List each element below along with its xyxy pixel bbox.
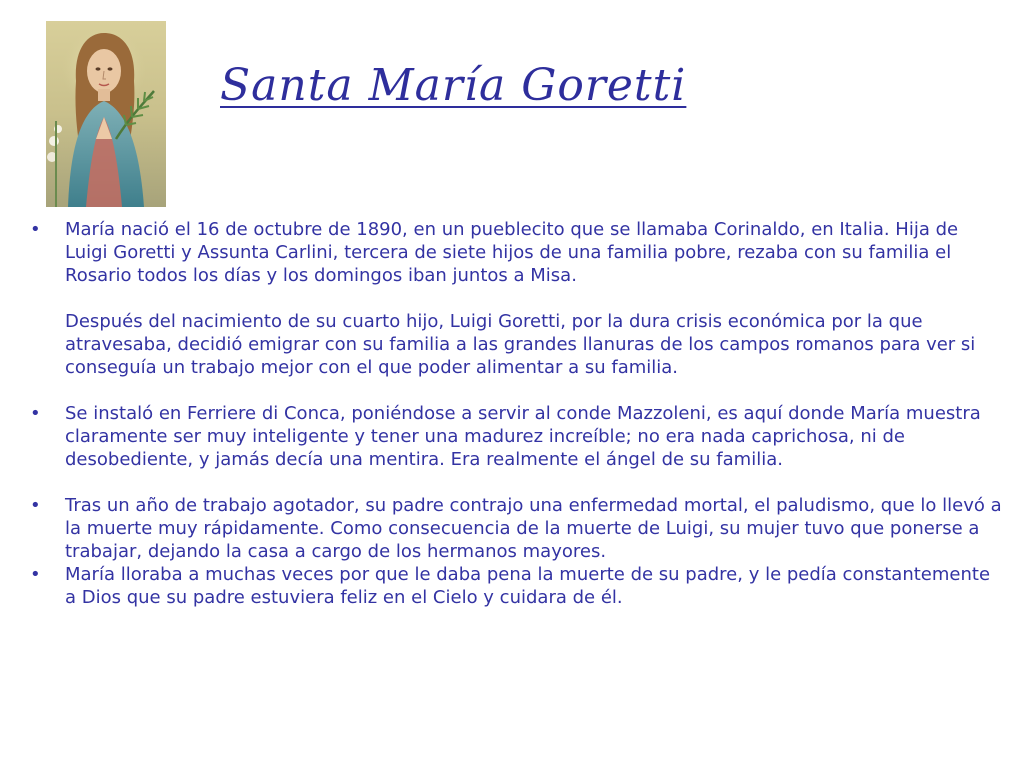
bullet-item [30, 218, 1004, 402]
bullet-paragraph: Después del nacimiento de su cuarto hijo, Luigi Goretti, por la dura crisis económica por la que atravesaba, decidió emigrar con su familia a las grandes llanuras de los campos romanos para ver si conseguía un trabajo mejor con el que poder alimentar a su familia. [65, 311, 976, 378]
bullet-item [30, 494, 1004, 563]
bullet-item [30, 563, 1004, 609]
saint-portrait-image [46, 21, 166, 207]
slide-title: Santa María Goretti [220, 60, 687, 111]
bullet-symbol: • [30, 564, 41, 585]
bullet-paragraph: Se instaló en Ferriere di Conca, poniéndose a servir al conde Mazzoleni, es aquí donde María muestra claramente ser muy inteligente y tener una madurez increíble; no era nada caprichosa, ni de desobediente, y jamás decía una mentira. Era realmente el ángel de su familia. [65, 403, 981, 470]
bullet-paragraph: Tras un año de trabajo agotador, su padre contrajo una enfermedad mortal, el paludismo, que lo llevó a la muerte muy rápidamente. Como consecuencia de la muerte de Luigi, su mujer tuvo que ponerse a trabajar, dejando la casa a cargo de los hermanos mayores. [65, 495, 1002, 562]
bullet-paragraph: María nació el 16 de octubre de 1890, en un pueblecito que se llamaba Corinaldo, en Italia. Hija de Luigi Goretti y Assunta Carlini, tercera de siete hijos de una familia pobre, rezaba con su familia el Rosario todos los días y los domingos iban juntos a Misa. [65, 219, 959, 286]
bullet-paragraph: María lloraba a muchas veces por que le daba pena la muerte de su padre, y le pedía constantemente a Dios que su padre estuviera feliz en el Cielo y cuidara de él. [65, 564, 991, 608]
bullet-symbol: • [30, 403, 41, 424]
bullet-list [30, 218, 1004, 609]
bullet-symbol: • [30, 495, 41, 516]
bullet-symbol: • [30, 219, 41, 240]
bullet-item [30, 402, 1004, 494]
